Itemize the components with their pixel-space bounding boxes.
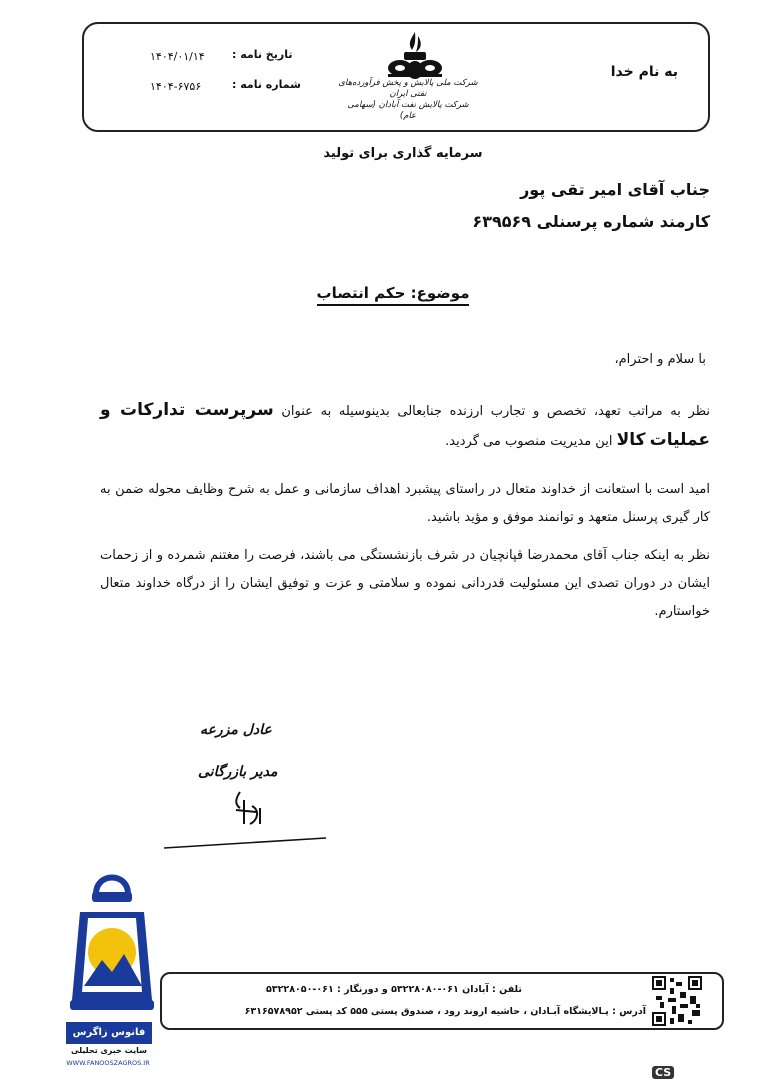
logo-caption-line-2: شرکت پالایش نفت آبادان (سهامی عام) bbox=[347, 100, 469, 121]
letter-number-value: ۱۴۰۴-۶۷۵۶ bbox=[150, 80, 202, 93]
scanner-badge bbox=[652, 1066, 772, 1080]
body-paragraph-3: نظر به اینکه جناب آقای محمدرضا قپانچیان در شرف بازنشستگی می باشند، فرصت را مغتنم شمرده و از زحمات ایشان در دوران تصدی این مسئولیت قدردانی نموده و سلامتی و عزت و توفیق ایشان را از درگاه خداوند متعال خواستارم. bbox=[100, 548, 710, 619]
p1-end: این مدیریت منصوب می گردید. bbox=[445, 434, 617, 449]
lantern-logo-icon bbox=[62, 868, 162, 1024]
footer-box bbox=[160, 972, 724, 1030]
qr-code bbox=[652, 976, 702, 1026]
logo-caption bbox=[338, 78, 478, 122]
subject-line bbox=[0, 284, 776, 302]
watermark-title: فانوس زاگرس bbox=[66, 1022, 152, 1044]
date-label: تاریخ نامه : bbox=[232, 48, 293, 61]
letter-number-label: شماره نامه : bbox=[232, 78, 301, 91]
watermark-url: WWW.FANOOSZAGROS.IR bbox=[66, 1059, 150, 1067]
subject-text: موضوع: حکم انتصاب bbox=[317, 284, 470, 306]
watermark-tagline: سایت خبری تحلیلی bbox=[71, 1046, 147, 1055]
date-value: ۱۴۰۴/۰۱/۱۴ bbox=[150, 50, 205, 63]
greeting: با سلام و احترام، bbox=[614, 352, 706, 367]
body-paragraph-2: امید است با استعانت از خداوند متعال در راستای پیشبرد اهداف سازمانی و عمل به شرح وظایف محوله ضمن به کار گیری پرسنل متعهد و توانمند موفق و مؤید باشید. bbox=[100, 482, 710, 525]
p1-start: نظر به مراتب تعهد، تخصص و تجارب ارزنده جنابعالی بدینوسیله به عنوان bbox=[273, 404, 710, 419]
footer-address: آدرس : پـالایشگاه آبـادان ، حاشیه اروند رود ، صندوق پستی ۵۵۵ کد پستی ۶۳۱۶۵۷۸۹۵۲ bbox=[244, 1006, 646, 1017]
slogan: سرمایه گذاری برای تولید bbox=[323, 146, 483, 161]
recipient-name: جناب آقای امیر تقی پور bbox=[520, 180, 710, 199]
body-paragraph-1 bbox=[100, 396, 710, 456]
logo-caption-line-1: شرکت ملی پالایش و پخش فرآورده‌های نفتی ایران bbox=[338, 78, 478, 99]
p1-position-title: سرپرست تدارکات و عملیات bbox=[100, 400, 710, 450]
recipient-title: کارمند شماره پرسنلی ۶۳۹۵۶۹ bbox=[472, 212, 710, 231]
footer-phone: تلفن : آبادان ۰۶۱-۵۳۲۲۸۰۸۰ و دورنگار : ۰۶۱-۵۳۲۲۸۰۵۰ bbox=[266, 984, 522, 995]
cs-icon: CS bbox=[652, 1066, 674, 1079]
signatory-title: مدیر بازرگانی bbox=[198, 764, 278, 780]
basmala: به نام خدا bbox=[610, 64, 678, 80]
signatory-name: عادل مزرعه bbox=[200, 722, 272, 738]
handwritten-signature bbox=[160, 780, 330, 852]
p1-position-title-2: کالا bbox=[616, 430, 646, 450]
